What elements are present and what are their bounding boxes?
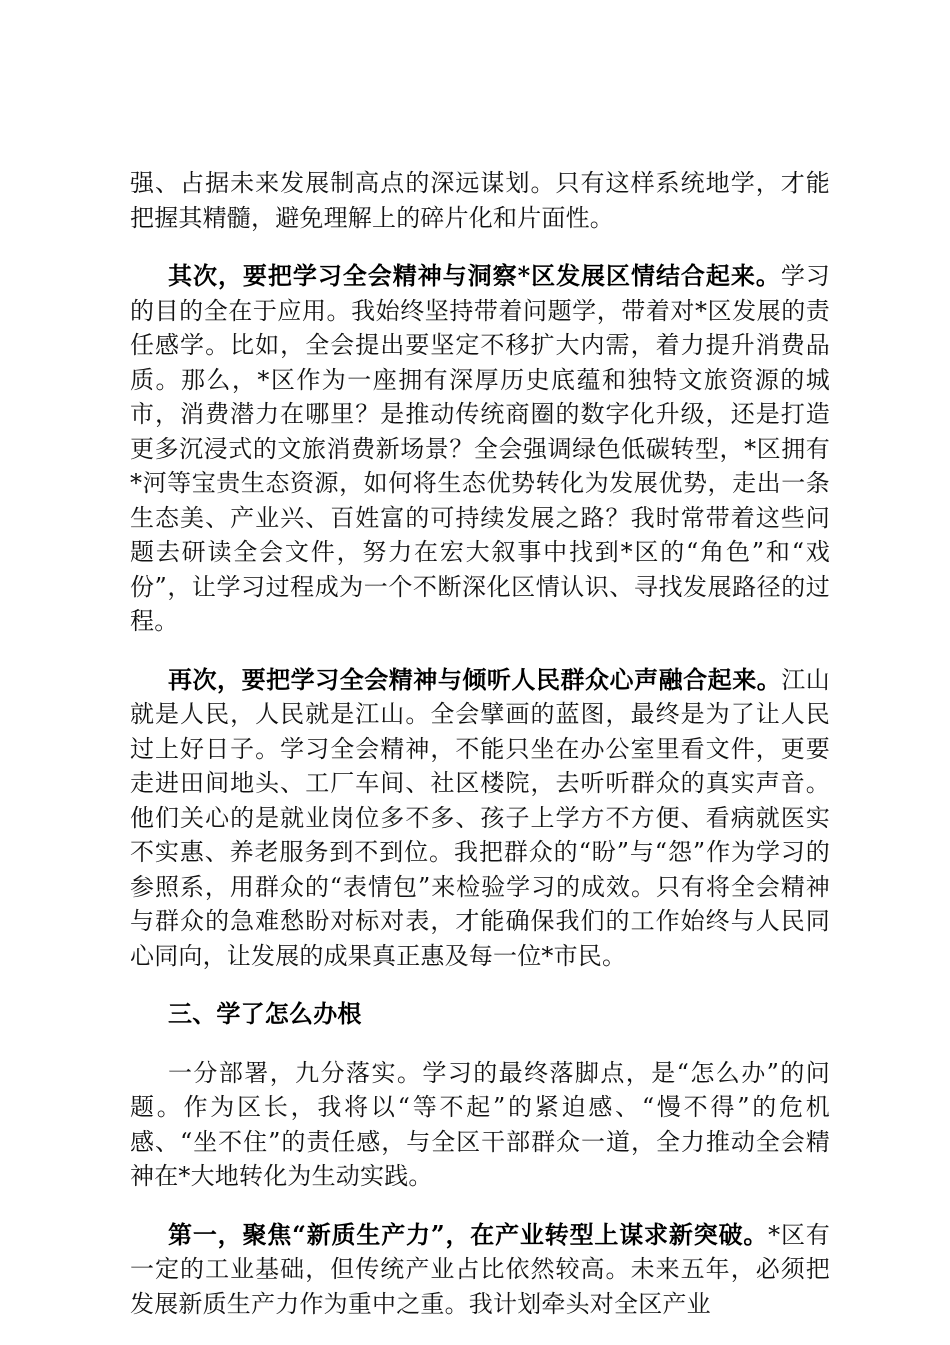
section-heading: 三、学了怎么办根 — [168, 999, 362, 1028]
paragraph-first-measure — [130, 1218, 830, 1322]
paragraph-section-intro — [130, 1056, 830, 1194]
paragraph-text: 一分部署，九分落实。学习的最终落脚点，是“怎么办”的问题。作为区长，我将以“等不起”的紧迫感、“慢不得”的危机感、“坐不住”的责任感，与全区干部群众一道，全力推动全会精神在*大地转化为生动实践。 — [130, 1058, 830, 1190]
paragraph-continuation — [130, 166, 830, 235]
paragraph-lead-sentence: 其次，要把学习全会精神与洞察*区发展区情结合起来。 — [168, 261, 781, 290]
paragraph-third-point — [130, 663, 830, 974]
paragraph-text: 江山就是人民，人民就是江山。全会擘画的蓝图，最终是为了让人民过上好日子。学习全会精神，不能只坐在办公室里看文件，更要走进田间地头、工厂车间、社区楼院，去听听群众的真实声音。他们关心的是就业岗位多不多、孩子上学方不方便、看病就医实不实惠、养老服务到不到位。我把群众的“盼”与“怨”作为学习的参照系，用群众的“表情包”来检验学习的成效。只有将全会精神与群众的急难愁盼对标对表，才能确保我们的工作始终与人民同心同向，让发展的成果真正惠及每一位*市民。 — [130, 665, 830, 970]
paragraph-second-point — [130, 259, 830, 639]
paragraph-lead-sentence: 第一，聚焦“新质生产力”，在产业转型上谋求新突破。 — [168, 1219, 769, 1249]
paragraph-text: 强、占据未来发展制高点的深远谋划。只有这样系统地学，才能把握其精髓，避免理解上的碎片化和片面性。 — [130, 169, 830, 232]
paragraph-text: *区有一定的工业基础，但传统产业占比依然较高。未来五年，必须把发展新质生产力作为重中之重。我计划牵头对全区产业 — [130, 1220, 830, 1318]
document-body — [130, 166, 830, 1345]
paragraph-lead-sentence: 再次，要把学习全会精神与倾听人民群众心声融合起来。 — [168, 664, 782, 694]
paragraph-text: 学习的目的全在于应用。我始终坚持带着问题学，带着对*区发展的责任感学。比如，全会提出要坚定不移扩大内需，着力提升消费品质。那么，*区作为一座拥有深厚历史底蕴和独特文旅资源的城市，消费潜力在哪里？是推动传统商圈的数字化升级，还是打造更多沉浸式的文旅消费新场景？全会强调绿色低碳转型，*区拥有*河等宝贵生态资源，如何将生态优势转化为发展优势，走出一条生态美、产业兴、百姓富的可持续发展之路？我时常带着这些问题去研读全会文件，努力在宏大叙事中找到*区的“角色”和“戏份”，让学习过程成为一个不断深化区情认识、寻找发展路径的过程。 — [130, 262, 830, 635]
